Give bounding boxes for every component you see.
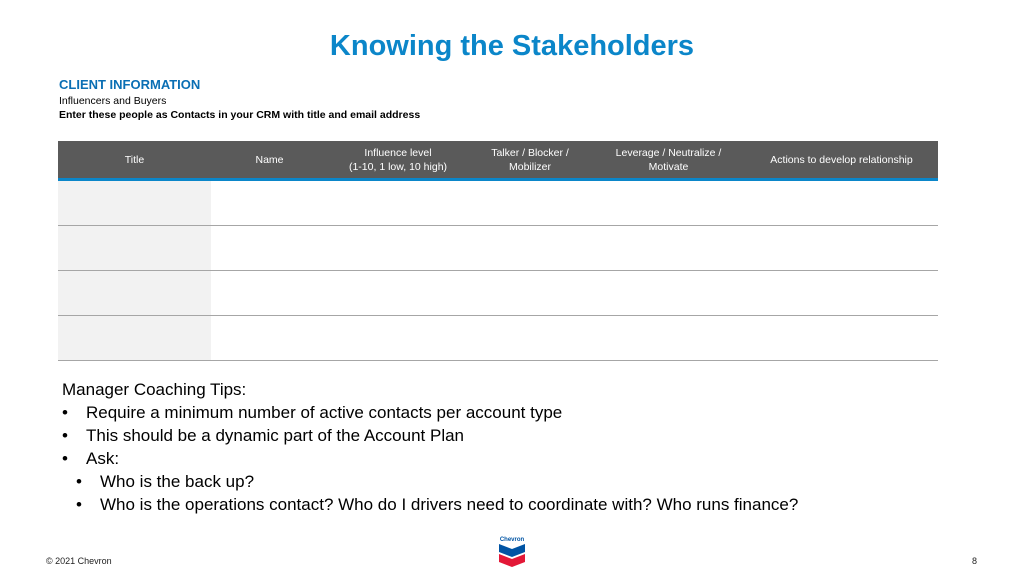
cell-title[interactable] bbox=[58, 226, 211, 271]
table-row bbox=[58, 226, 938, 271]
tip-subitem: • Who is the operations contact? Who do I drivers need to coordinate with? Who runs finance? bbox=[76, 493, 798, 516]
cell-name[interactable] bbox=[211, 226, 328, 271]
header-actions: Actions to develop relationship bbox=[745, 141, 938, 180]
header-leverage-line1: Leverage / Neutralize / bbox=[615, 146, 722, 159]
tip-subitem: • Who is the back up? bbox=[76, 470, 798, 493]
header-leverage bbox=[592, 141, 745, 180]
cell-leverage[interactable] bbox=[592, 226, 745, 271]
header-influence-level bbox=[328, 141, 468, 180]
coaching-tips bbox=[62, 378, 798, 516]
tips-heading: Manager Coaching Tips: bbox=[62, 380, 247, 399]
tips-list bbox=[62, 401, 798, 470]
cell-actions[interactable] bbox=[745, 180, 938, 226]
header-talker-line2: Mobilizer bbox=[508, 160, 551, 173]
cell-actions[interactable] bbox=[745, 271, 938, 316]
header-influence-line2: (1-10, 1 low, 10 high) bbox=[348, 160, 448, 173]
cell-title[interactable] bbox=[58, 180, 211, 226]
page-number: 8 bbox=[972, 556, 978, 566]
tip-item: • Ask: bbox=[62, 447, 798, 470]
cell-influence[interactable] bbox=[328, 226, 468, 271]
header-leverage-line2: Motivate bbox=[648, 160, 689, 173]
instruction-text: Enter these people as Contacts in your CRM with title and email address bbox=[59, 109, 421, 121]
tip-item: • Require a minimum number of active contacts per account type bbox=[62, 401, 798, 424]
cell-title[interactable] bbox=[58, 316, 211, 361]
tip-item: • This should be a dynamic part of the Account Plan bbox=[62, 424, 798, 447]
cell-talker[interactable] bbox=[468, 180, 592, 226]
cell-leverage[interactable] bbox=[592, 316, 745, 361]
cell-actions[interactable] bbox=[745, 316, 938, 361]
table-row bbox=[58, 271, 938, 316]
table-row bbox=[58, 180, 938, 226]
header-influence-line1: Influence level bbox=[364, 146, 432, 159]
cell-name[interactable] bbox=[211, 180, 328, 226]
section-subtitle: Influencers and Buyers bbox=[59, 95, 167, 107]
logo-blue-chevron bbox=[499, 544, 525, 557]
slide-title: Knowing the Stakeholders bbox=[329, 30, 695, 62]
cell-talker[interactable] bbox=[468, 316, 592, 361]
cell-talker[interactable] bbox=[468, 226, 592, 271]
table-header-row bbox=[58, 141, 938, 180]
header-talker-line1: Talker / Blocker / bbox=[491, 146, 569, 159]
footer-copyright: © 2021 Chevron bbox=[46, 556, 112, 566]
table-row bbox=[58, 316, 938, 361]
header-talker-blocker bbox=[468, 141, 592, 180]
cell-leverage[interactable] bbox=[592, 271, 745, 316]
header-name: Name bbox=[211, 141, 328, 180]
cell-title[interactable] bbox=[58, 271, 211, 316]
cell-leverage[interactable] bbox=[592, 180, 745, 226]
cell-talker[interactable] bbox=[468, 271, 592, 316]
header-title: Title bbox=[58, 141, 211, 180]
logo-text: Chevron bbox=[499, 537, 525, 543]
chevron-logo bbox=[497, 535, 527, 567]
cell-name[interactable] bbox=[211, 316, 328, 361]
tips-sublist bbox=[76, 470, 798, 516]
cell-influence[interactable] bbox=[328, 271, 468, 316]
cell-influence[interactable] bbox=[328, 316, 468, 361]
stakeholder-table bbox=[58, 141, 938, 361]
section-heading: CLIENT INFORMATION bbox=[59, 77, 201, 92]
cell-actions[interactable] bbox=[745, 226, 938, 271]
cell-name[interactable] bbox=[211, 271, 328, 316]
cell-influence[interactable] bbox=[328, 180, 468, 226]
